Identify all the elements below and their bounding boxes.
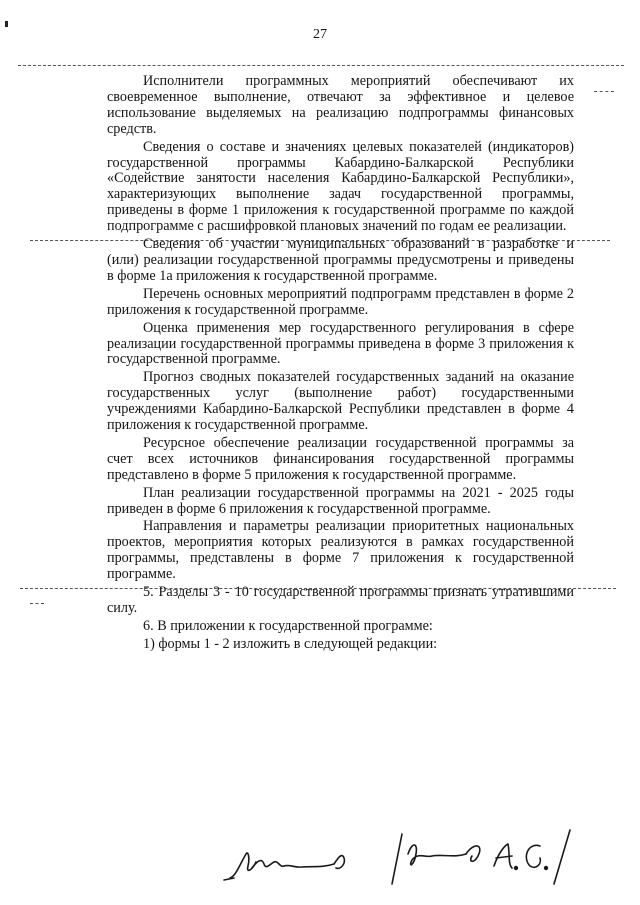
paragraph-sections-void: 5. Разделы 3 - 10 государственной программы признать утратившими силу. xyxy=(107,584,574,616)
paragraph-indicators: Сведения о составе и значениях целевых показателей (индикаторов) государственной программы Кабардино-Балкарской Республики «Содействие занятости населения Кабардино-Балкарской Республики», характеризующих выполнение задач государственной программы, приведены в форме 1 приложения к государственной программе по каждой подпрограмме с расшифровкой плановых значений по годам ее реализации. xyxy=(107,138,574,235)
paragraph-plan: План реализации государственной программы на 2021 - 2025 годы приведен в форме 6 приложения к государственной программе. xyxy=(107,484,574,517)
paragraph-forms: 1) формы 1 - 2 изложить в следующей редакции: xyxy=(143,635,438,652)
document-body xyxy=(107,74,574,655)
paragraph-appendix: 6. В приложении к государственной программе: xyxy=(143,617,433,634)
scan-artifact-line xyxy=(18,65,624,66)
scan-artifact-line xyxy=(594,91,614,92)
paragraph-national-projects: Направления и параметры реализации приоритетных национальных проектов, мероприятия которых реализуются в рамках государственной программы, представлены в форме 7 приложения к государственной программе. xyxy=(107,518,574,583)
paragraph-forecast: Прогноз сводных показателей государственных заданий на оказание государственных услуг (выполнение работ) государственными учреждениями Кабардино-Балкарской Республики представлен в форме 4 приложения к государственной программе. xyxy=(107,369,574,434)
paragraph-regulation: Оценка применения мер государственного регулирования в сфере реализации государственной программы приведена в форме 3 приложения к государственной программе. xyxy=(107,319,574,368)
handwritten-signature xyxy=(222,824,582,894)
page-number: 27 xyxy=(313,27,327,42)
paragraph-resources: Ресурсное обеспечение реализации государственной программы за счет всех источников финансирования государственной программы представлено в форме 5 приложения к государственной программе. xyxy=(107,434,574,483)
scan-artifact-line xyxy=(30,603,44,604)
paragraph-municipal: Сведения об участии муниципальных образований в разработке и (или) реализации государственной программы предусмотрены и приведены в форме 1а приложения к государственной программе. xyxy=(107,236,574,284)
paragraph-main-activities: Перечень основных мероприятий подпрограмм представлен в форме 2 приложения к государственной программе. xyxy=(107,285,574,318)
paragraph-executors: Исполнители программных мероприятий обеспечивают их своевременное выполнение, отвечают за эффективное и целевое использование выделяемых на реализацию подпрограммы финансовых средств. xyxy=(107,73,574,137)
